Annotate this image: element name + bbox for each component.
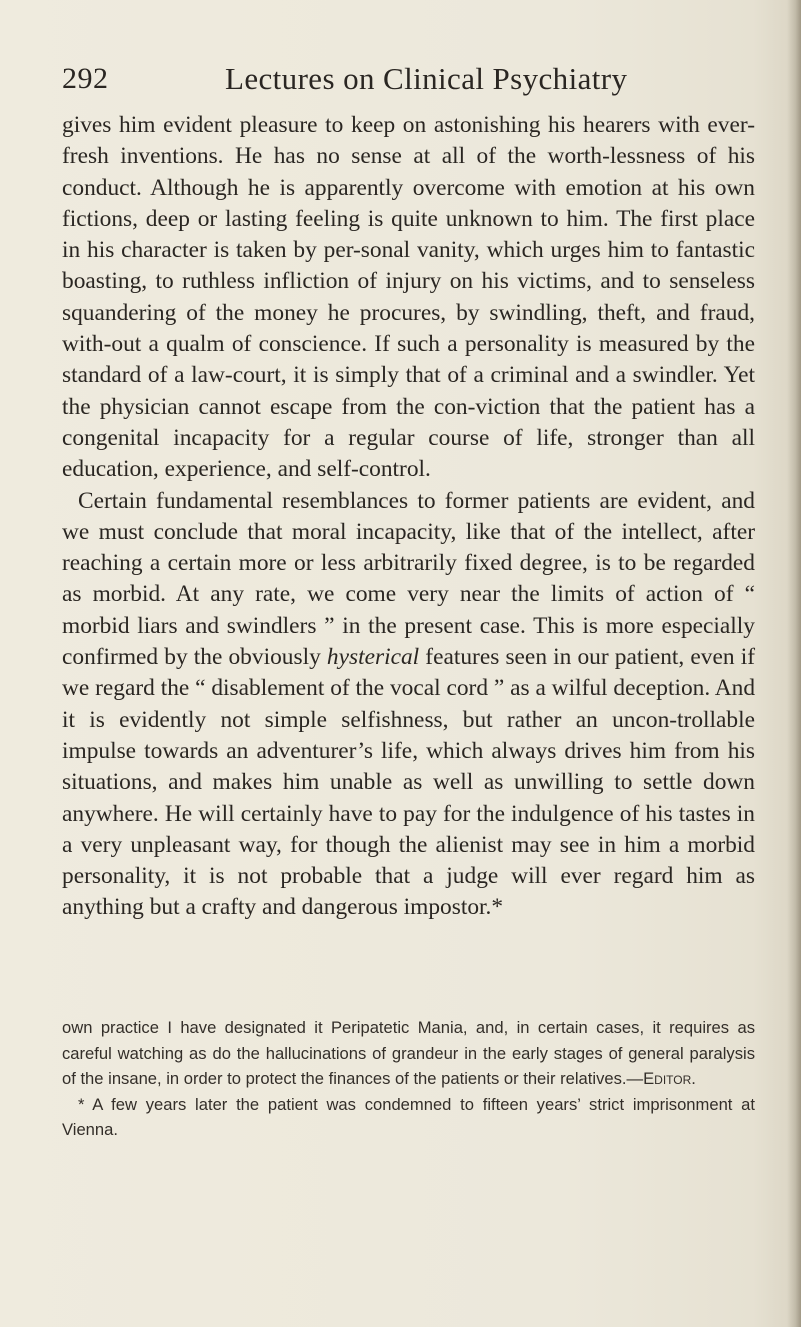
footnote-continued [62,1015,755,1092]
page-number: 292 [62,62,109,95]
paragraph-2-text-end: features seen in our patient, even if we regard the “ disablement of the vocal cord ” as a wilful deception. And it is evidently not simple selfishness, but rather an uncon-trollable impulse towards an adventurer’s life, which always drives him from his situations, and makes him unable as well as unwilling to settle down anywhere. He will certainly have to pay for the indulgence of his tastes in a very unpleasant way, for though the alienist may see in him a morbid personality, it is not probable that a judge will ever regard him as anything but a crafty and dangerous impostor.* [62,644,756,921]
editor-signature: Editor. [643,1069,696,1088]
body-text [62,110,755,924]
paragraph-2-text-start: Certain fundamental resemblances to former patients are evident, and we must conclude that moral incapacity, like that of the intellect, after reaching a certain more or less arbitrarily fixed degree, is to be regarded as morbid. At any rate, we come very near the limits of action of “ morbid liars and swindlers ” in the present case. This is more especially confirmed by the obviously [62,487,755,671]
running-title: Lectures on Clinical Psychiatry [225,61,628,96]
footnote-continued-text: own practice I have designated it Peripatetic Mania, and, in certain cases, it requires as careful watching as do the hallucinations of grandeur in the early stages of general paralysis of the insane, in order to protect the finances of the patients or their relatives.— [62,1018,755,1088]
paragraph-2 [62,486,755,924]
footnote-asterisk: * A few years later the patient was condemned to fifteen years’ strict imprisonment at Vienna. [62,1094,755,1139]
paragraph-1: gives him evident pleasure to keep on astonishing his hearers with ever-fresh inventions. He has no sense at all of the worth-lessness of his conduct. Although he is apparently overcome with emotion at his own fictions, deep or lasting feeling is quite unknown to him. The first place in his character is taken by per-sonal vanity, which urges him to fantastic boasting, to ruthless infliction of injury on his victims, and to senseless squandering of the money he procures, by swindling, theft, and fraud, with-out a qualm of conscience. If such a personality is measured by the standard of a law-court, it is simply that of a criminal and a swindler. Yet the physician cannot escape from the con-viction that the patient has a congenital incapacity for a regular course of life, stronger than all education, experience, and self-control. [62,112,755,483]
footnotes [62,1015,755,1143]
italic-hysterical: hysterical [326,644,420,671]
page-header [62,62,752,102]
page-edge-shadow [787,0,801,1327]
